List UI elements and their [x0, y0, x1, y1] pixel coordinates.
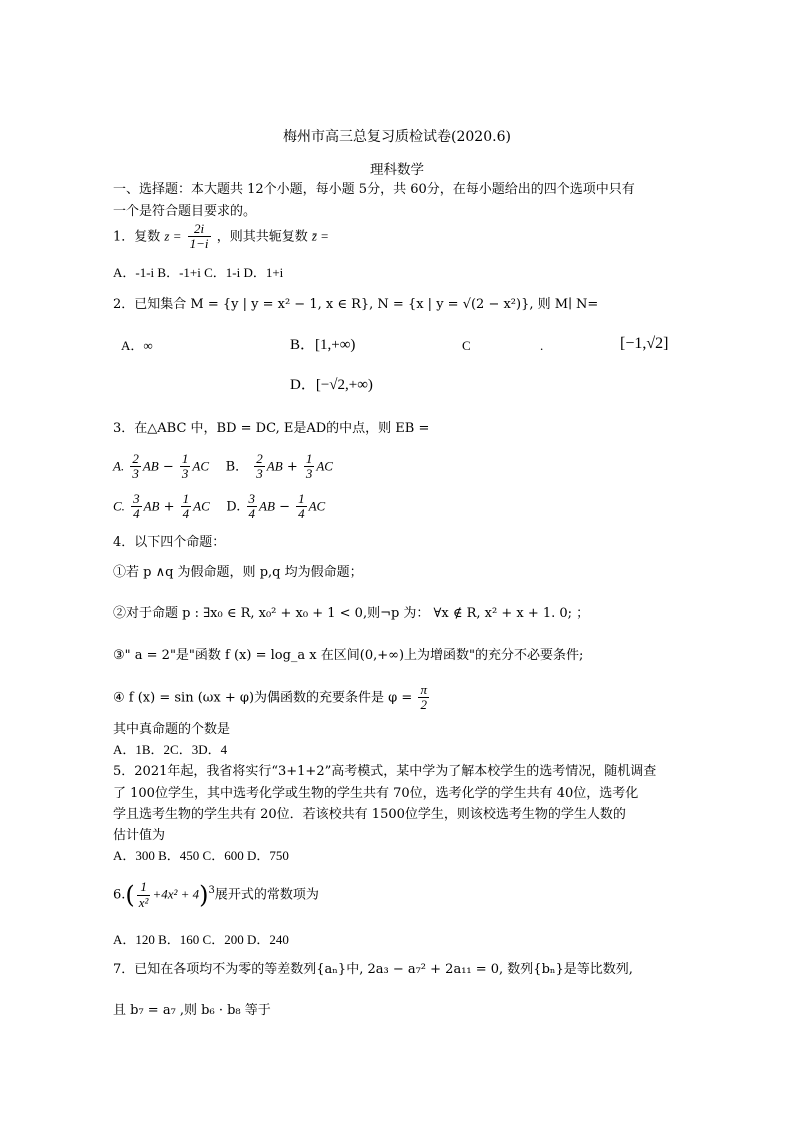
q3-d-frac2: [296, 492, 307, 522]
q3-a-v1: AB: [142, 458, 159, 474]
q3-a-d2: 3: [181, 466, 189, 482]
section-instructions-line2: 一个是符合题目要求的。: [113, 204, 257, 219]
q5-line4: 估计值为: [113, 828, 166, 843]
q3-b-n2: 1: [305, 451, 313, 466]
q1-denominator: 1−i: [189, 236, 209, 252]
q3-b-frac1: [254, 452, 265, 482]
q6-exponent: 3: [208, 885, 215, 897]
q4-statement-2: ②对于命题 p : ∃x₀ ∈ R, x₀² + x₀ + 1 < 0,则¬p 为： ∀x ∉ R, x² + x + 1. 0; ；: [113, 606, 590, 621]
q3-c-n2: 1: [182, 491, 190, 506]
q4-s4-text: ④ f (x) = sin (ωx + φ)为偶函数的充要条件是 φ =: [113, 690, 413, 706]
question-4: 4．以下四个命题：: [113, 535, 226, 550]
q6-suffix: 展开式的常数项为: [214, 887, 319, 903]
q2-option-a: A．∞: [121, 338, 153, 353]
q3-option-d-label: D.: [226, 499, 241, 515]
q3-a-frac1: [130, 452, 141, 482]
q4-s4-den: 2: [420, 697, 427, 713]
q2-option-b: B．[1,+∞): [290, 337, 356, 353]
q3-b-d2: 3: [305, 466, 313, 482]
q3-c-frac2: [181, 492, 192, 522]
q3-c-v1: AB: [143, 498, 160, 514]
q3-d-d1: 4: [248, 506, 256, 522]
q2-option-c: C: [462, 338, 471, 353]
q2-option-c-interval: [−1,√2]: [620, 335, 669, 352]
q3-b-d1: 3: [256, 466, 263, 482]
q1-options: A．-1-i B．-1+i C．1-i D．1+i: [113, 265, 284, 280]
q6-options: A．120 B．160 C．200 D．240: [113, 932, 289, 947]
q3-b-op: +: [286, 459, 298, 475]
q3-option-b-label: B．: [225, 459, 249, 475]
q3-a-v2: AC: [192, 458, 210, 474]
q3-b-v2: AC: [316, 458, 333, 474]
q3-a-n1: 2: [132, 451, 139, 466]
question-1: [113, 222, 329, 252]
q4-s4-num: π: [420, 682, 427, 697]
q5-line3: 学且选考生物的学生共有 20位．若该校共有 1500位学生，则该校选考生物的学生人数的: [113, 807, 626, 822]
q3-b-frac2: [304, 452, 315, 482]
q3-a-d1: 3: [132, 466, 139, 482]
q3-c-frac1: [131, 492, 142, 522]
q3-a-op: −: [162, 459, 174, 475]
q6-left-paren: (: [125, 881, 135, 909]
q3-c-op: +: [163, 499, 175, 515]
q2-option-c-dot: .: [540, 338, 544, 353]
page-title: 梅州市高三总复习质检试卷(2020.6): [283, 129, 511, 145]
question-6: [113, 880, 319, 910]
q1-suffix: ，则其共轭复数: [216, 229, 308, 245]
q3-c-d2: 4: [182, 506, 190, 522]
q6-rest: +4x² + 4: [152, 886, 200, 902]
page-subtitle: 理科数学: [370, 162, 424, 178]
q3-b-n1: 2: [256, 451, 263, 466]
q3-a-n2: 1: [181, 451, 189, 466]
q3-option-c-label: C.: [113, 498, 125, 514]
q4-statement-4: [113, 683, 431, 713]
q3-c-d1: 4: [133, 506, 140, 522]
q3-d-d2: 4: [298, 506, 305, 522]
q5-line2: 了 100位学生，其中选考化学或生物的学生共有 70位，选考化学的学生共有 40位，选考化: [113, 786, 639, 801]
q1-prefix: 1．复数: [113, 229, 161, 245]
q1-var: z =: [164, 228, 182, 244]
q3-b-v1: AB: [266, 458, 283, 474]
q3-d-frac1: [247, 492, 258, 522]
q3-options-row1: [113, 452, 333, 482]
q4-ask: 其中真命题的个数是: [113, 722, 231, 737]
q6-den: x²: [138, 894, 149, 910]
q3-d-op: −: [279, 499, 290, 515]
q3-d-n2: 1: [298, 491, 305, 506]
q4-s4-fraction: [418, 683, 429, 713]
q3-c-n1: 3: [133, 491, 140, 506]
section-instructions-line1: 一、选择题：本大题共 12个小题，每小题 5分，共 60分，在每小题给出的四个选项中只有: [113, 182, 635, 197]
q2-option-d: D．[−√2,+∞): [290, 377, 373, 393]
q6-num: 1: [137, 880, 151, 895]
q7-line2: 且 b₇ = a₇ ,则 b₆ · b₈ 等于: [113, 1003, 271, 1018]
q4-statement-1: ①若 p ∧q 为假命题，则 p,q 均为假命题；: [113, 565, 363, 580]
q3-options-row2: [113, 492, 325, 522]
q3-d-v1: AB: [259, 498, 275, 514]
q3-option-a-label: A.: [113, 458, 125, 474]
q6-fraction: [137, 880, 151, 910]
q1-fraction: [188, 222, 211, 252]
q4-statement-3: ③" a = 2"是"函数 f (x) = log_a x 在区间(0,+∞)上为增函数"的充分不必要条件;: [113, 648, 584, 663]
q4-options: A．1B．2C．3D．4: [113, 742, 228, 757]
q1-conjugate: z̄ =: [311, 228, 329, 244]
q5-options: A．300 B．450 C．600 D．750: [113, 848, 289, 863]
q6-right-paren: ): [199, 881, 209, 909]
q3-a-frac2: [180, 452, 191, 482]
q3-d-v2: AC: [308, 498, 326, 514]
q5-line1: 5．2021年起，我省将实行“3+1+2”高考模式，某中学为了解本校学生的选考情况，随机调查: [113, 764, 657, 779]
q3-d-n1: 3: [248, 491, 256, 506]
q6-prefix: 6.: [113, 887, 126, 903]
q7-line1: 7．已知在各项均不为零的等差数列{aₙ}中, 2a₃ − a₇² + 2a₁₁ = 0, 数列{bₙ}是等比数列,: [113, 962, 633, 977]
question-2: 2．已知集合 M = {y | y = x² − 1, x ∈ R}, N = {x | y = √(2 − x²)}, 则 M∣ N=: [113, 297, 599, 312]
q1-numerator: 2i: [188, 222, 211, 237]
question-3: 3．在△ABC 中，BD = DC, E是AD的中点，则 EB =: [113, 421, 430, 436]
q3-c-v2: AC: [193, 498, 210, 514]
